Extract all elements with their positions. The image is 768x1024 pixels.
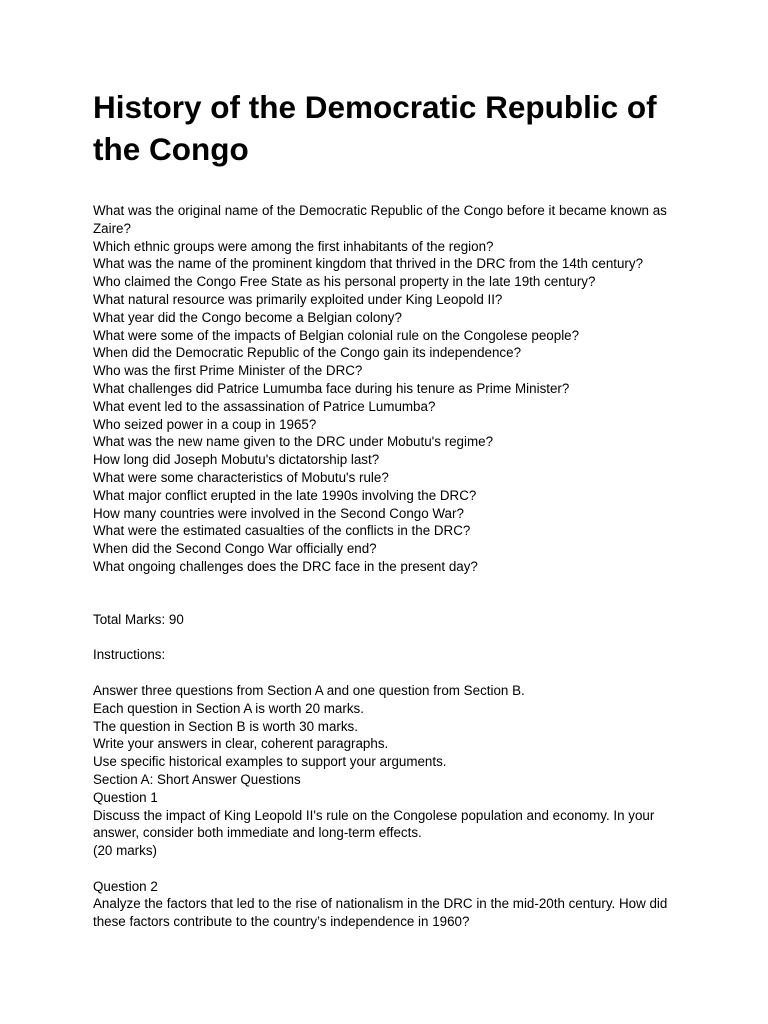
section-a-heading: Section A: Short Answer Questions [93, 771, 301, 787]
question-item: What major conflict erupted in the late 1990s involving the DRC? [93, 487, 477, 503]
question-item: When did the Second Congo War officially end? [93, 541, 377, 557]
question-1-label: Question 1 [93, 789, 158, 805]
instruction-item: Use specific historical examples to support your arguments. [93, 754, 447, 770]
instructions-heading: Instructions: [93, 647, 166, 663]
question-item: What event led to the assassination of Patrice Lumumba? [93, 398, 436, 414]
question-item: When did the Democratic Republic of the Congo gain its independence? [93, 345, 522, 361]
question-item: What ongoing challenges does the DRC face in the present day? [93, 558, 478, 574]
question-item: What natural resource was primarily exploited under King Leopold II? [93, 291, 503, 307]
question-item: How long did Joseph Mobutu's dictatorship last? [93, 452, 380, 468]
question-item: Who claimed the Congo Free State as his personal property in the late 19th century? [93, 274, 596, 290]
question-item: Which ethnic groups were among the first inhabitants of the region? [93, 238, 494, 254]
instruction-item: Write your answers in clear, coherent paragraphs. [93, 736, 389, 752]
question-2-label: Question 2 [93, 878, 158, 894]
question-item: What was the new name given to the DRC under Mobutu's regime? [93, 434, 494, 450]
question-item: What year did the Congo become a Belgian colony? [93, 309, 402, 325]
question-item: What was the name of the prominent kingdom that thrived in the DRC from the 14th century? [93, 256, 644, 272]
question-item: What were the estimated casualties of the conflicts in the DRC? [93, 523, 471, 539]
question-2-text: Analyze the factors that led to the rise of nationalism in the DRC in the mid-20th century. How did these factors contribute to the country’s independence in 1960? [93, 896, 668, 930]
question-item: What was the original name of the Democratic Republic of the Congo before it became known as Zaire? [93, 203, 667, 236]
question-item: Who seized power in a coup in 1965? [93, 416, 317, 432]
document-page [93, 86, 673, 931]
question-item: What challenges did Patrice Lumumba face during his tenure as Prime Minister? [93, 380, 570, 396]
instruction-item: The question in Section B is worth 30 marks. [93, 718, 358, 734]
question-list [93, 202, 673, 576]
question-item: What were some of the impacts of Belgian colonial rule on the Congolese people? [93, 327, 580, 343]
exam-details [93, 611, 673, 931]
total-marks: Total Marks: 90 [93, 611, 184, 627]
page-title: History of the Democratic Republic of the Congo [93, 89, 657, 167]
question-1-marks: (20 marks) [93, 843, 157, 859]
question-1-text: Discuss the impact of King Leopold II's rule on the Congolese population and economy. In your answer, consider both immediate and long-term effects. [93, 807, 655, 841]
instruction-item: Answer three questions from Section A and one question from Section B. [93, 682, 525, 698]
question-item: What were some characteristics of Mobutu's rule? [93, 469, 389, 485]
instruction-item: Each question in Section A is worth 20 marks. [93, 700, 364, 716]
question-item: Who was the first Prime Minister of the DRC? [93, 363, 363, 379]
question-item: How many countries were involved in the Second Congo War? [93, 505, 464, 521]
